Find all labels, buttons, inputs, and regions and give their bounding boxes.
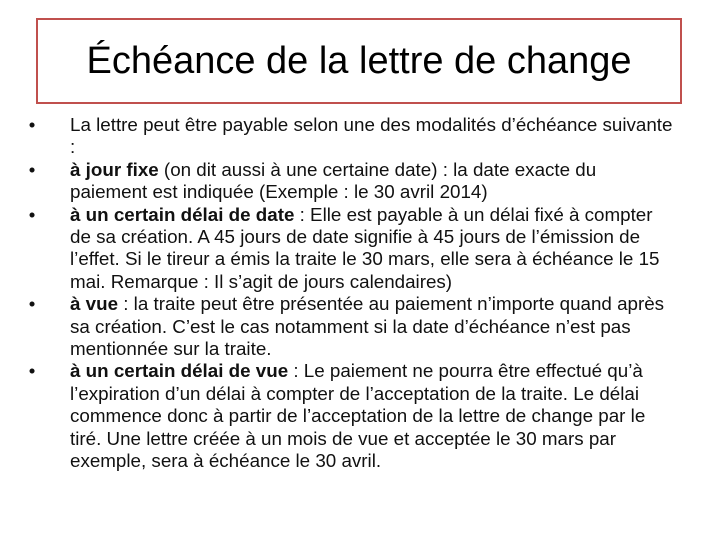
bullet-dot-icon: • bbox=[28, 203, 36, 225]
bullet-term: à un certain délai de date bbox=[70, 203, 295, 225]
bullet-item-intro bbox=[22, 114, 674, 159]
bullet-item-jour-fixe bbox=[22, 159, 674, 204]
bullet-text: : Elle est payable à un délai fixé à compter de sa création. A 45 jours de date signifie à 45 jours de l’émission de l’effet. Si le tireur a émis la traite le 30 mars, elle sera à échéance le 15 mai. Remarque : Il s’agit de jours calendaires) bbox=[70, 203, 660, 292]
bullet-text: (on dit aussi à une certaine date) : la date exacte du paiement est indiquée (Exemple : le 30 avril 2014) bbox=[70, 158, 597, 203]
bullet-dot-icon: • bbox=[28, 360, 36, 382]
bullet-list bbox=[22, 114, 674, 473]
title-frame bbox=[36, 18, 682, 104]
bullet-term: à vue bbox=[70, 293, 119, 315]
bullet-dot-icon: • bbox=[28, 158, 36, 180]
bullet-item-a-vue bbox=[22, 293, 674, 360]
bullet-dot-icon: • bbox=[28, 114, 36, 135]
bullet-text: : Le paiement ne pourra être effectué qu’à l’expiration d’un délai à compter de l’acceptation de la traite. Le délai commence donc à partir de l’acceptation de la lettre de change par le tiré. Une lettre créée à un mois de vue et acceptée le 30 mars par exemple, sera à échéance le 30 avril. bbox=[70, 360, 646, 472]
bullet-text: : la traite peut être présentée au paiement n’importe quand après sa création. C’est le cas notamment si la date d’échéance n’est pas mentionnée sur la traite. bbox=[70, 293, 665, 360]
bullet-item-delai-de-date bbox=[22, 204, 674, 294]
slide-title: Échéance de la lettre de change bbox=[86, 40, 632, 82]
bullet-dot-icon: • bbox=[28, 293, 36, 315]
bullet-item-delai-de-vue bbox=[22, 360, 674, 472]
bullet-text: La lettre peut être payable selon une des modalités d’échéance suivante : bbox=[70, 114, 673, 158]
bullet-term: à un certain délai de vue bbox=[70, 360, 289, 382]
bullet-term: à jour fixe bbox=[70, 158, 159, 180]
